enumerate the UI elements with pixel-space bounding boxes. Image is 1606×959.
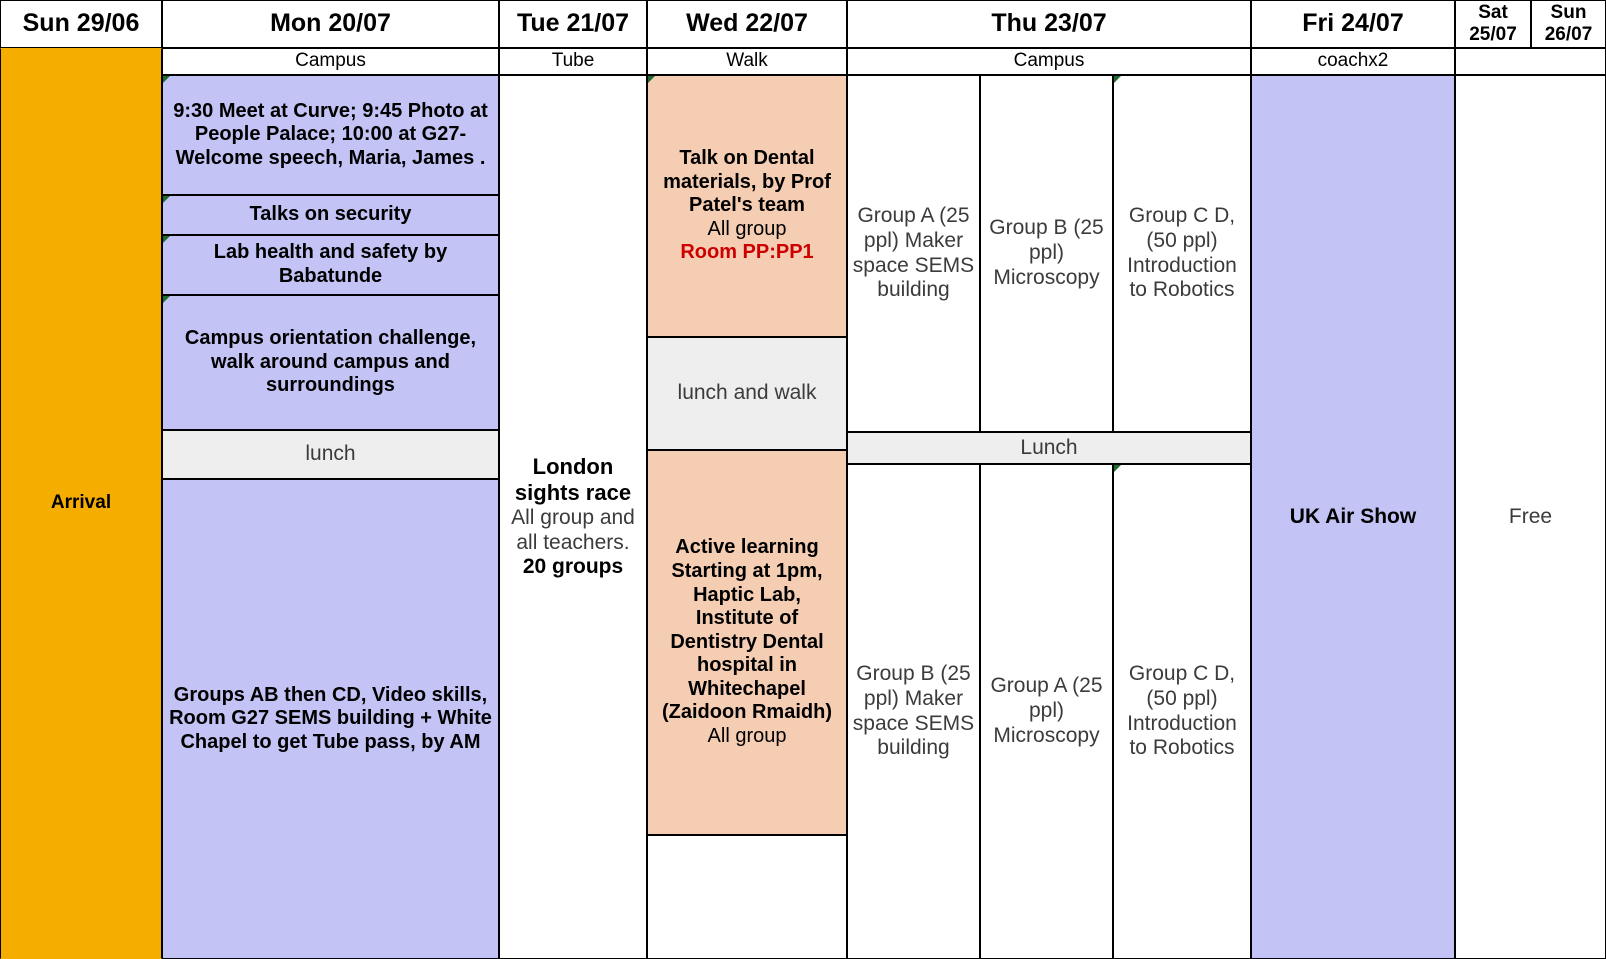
cell-mon-welcome: 9:30 Meet at Curve; 9:45 Photo at People Palace; 10:00 at G27- Welcome speech, Maria, James . <box>162 75 499 195</box>
column-header-sat-25: Sat 25/07 <box>1455 0 1531 48</box>
cell-thu-afternoon-group-b: Group B (25 ppl) Maker space SEMS building <box>847 464 980 959</box>
cell-wed-lunch-walk: lunch and walk <box>647 337 847 450</box>
cell-weekend-free: Free <box>1455 75 1606 959</box>
tue-groups: 20 groups <box>522 555 624 579</box>
cell-thu-morning-group-a: Group A (25 ppl) Maker space SEMS building <box>847 75 980 432</box>
wed-afternoon-group: All group <box>707 725 787 748</box>
cell-mon-lab-safety: Lab health and safety by Babatunde <box>162 235 499 295</box>
tue-detail: All group and all teachers. <box>511 505 635 554</box>
wed-talk-group: All group <box>707 217 787 240</box>
cell-thu-morning-group-b: Group B (25 ppl) Microscopy <box>980 75 1113 432</box>
column-header-thu-23: Thu 23/07 <box>847 0 1251 48</box>
column-header-wed-22: Wed 22/07 <box>647 0 847 48</box>
column-header-tue-21: Tue 21/07 <box>499 0 647 48</box>
transport-mode-tue: Tube <box>499 48 647 75</box>
transport-mode-mon: Campus <box>162 48 499 75</box>
tue-title: London sights race <box>514 453 632 505</box>
cell-sun-arrival: Arrival <box>0 48 162 959</box>
cell-mon-security-talk: Talks on security <box>162 195 499 235</box>
cell-mon-orientation: Campus orientation challenge, walk around campus and surroundings <box>162 295 499 430</box>
cell-thu-afternoon-group-a: Group A (25 ppl) Microscopy <box>980 464 1113 959</box>
transport-mode-weekend <box>1455 48 1606 75</box>
column-header-mon-20: Mon 20/07 <box>162 0 499 48</box>
cell-wed-active-learning <box>647 450 847 835</box>
column-header-sun-26: Sun 26/07 <box>1531 0 1606 48</box>
cell-thu-lunch: Lunch <box>847 432 1251 464</box>
column-header-sun-29: Sun 29/06 <box>0 0 162 48</box>
wed-talk-room: Room PP:PP1 <box>680 241 814 264</box>
wed-afternoon-title: Active learning Starting at 1pm, Haptic Lab, Institute of Dentistry Dental hospital in Whitechapel (Zaidoon Rmaidh) <box>662 536 832 724</box>
cell-thu-morning-group-cd: Group C D, (50 ppl) Introduction to Robotics <box>1113 75 1251 432</box>
cell-mon-video-skills: Groups AB then CD, Video skills, Room G27 SEMS building + White Chapel to get Tube pass, by AM <box>162 479 499 959</box>
cell-mon-lunch: lunch <box>162 430 499 479</box>
wed-talk-title: Talk on Dental materials, by Prof Patel's team <box>663 147 831 217</box>
cell-fri-air-show: UK Air Show <box>1251 75 1455 959</box>
cell-wed-empty <box>647 835 847 959</box>
cell-tue-london-race <box>499 75 647 959</box>
transport-mode-fri: coachx2 <box>1251 48 1455 75</box>
column-header-fri-24: Fri 24/07 <box>1251 0 1455 48</box>
transport-mode-thu: Campus <box>847 48 1251 75</box>
cell-wed-dental-talk <box>647 75 847 337</box>
cell-thu-afternoon-group-cd: Group C D, (50 ppl) Introduction to Robotics <box>1113 464 1251 959</box>
transport-mode-wed: Walk <box>647 48 847 75</box>
